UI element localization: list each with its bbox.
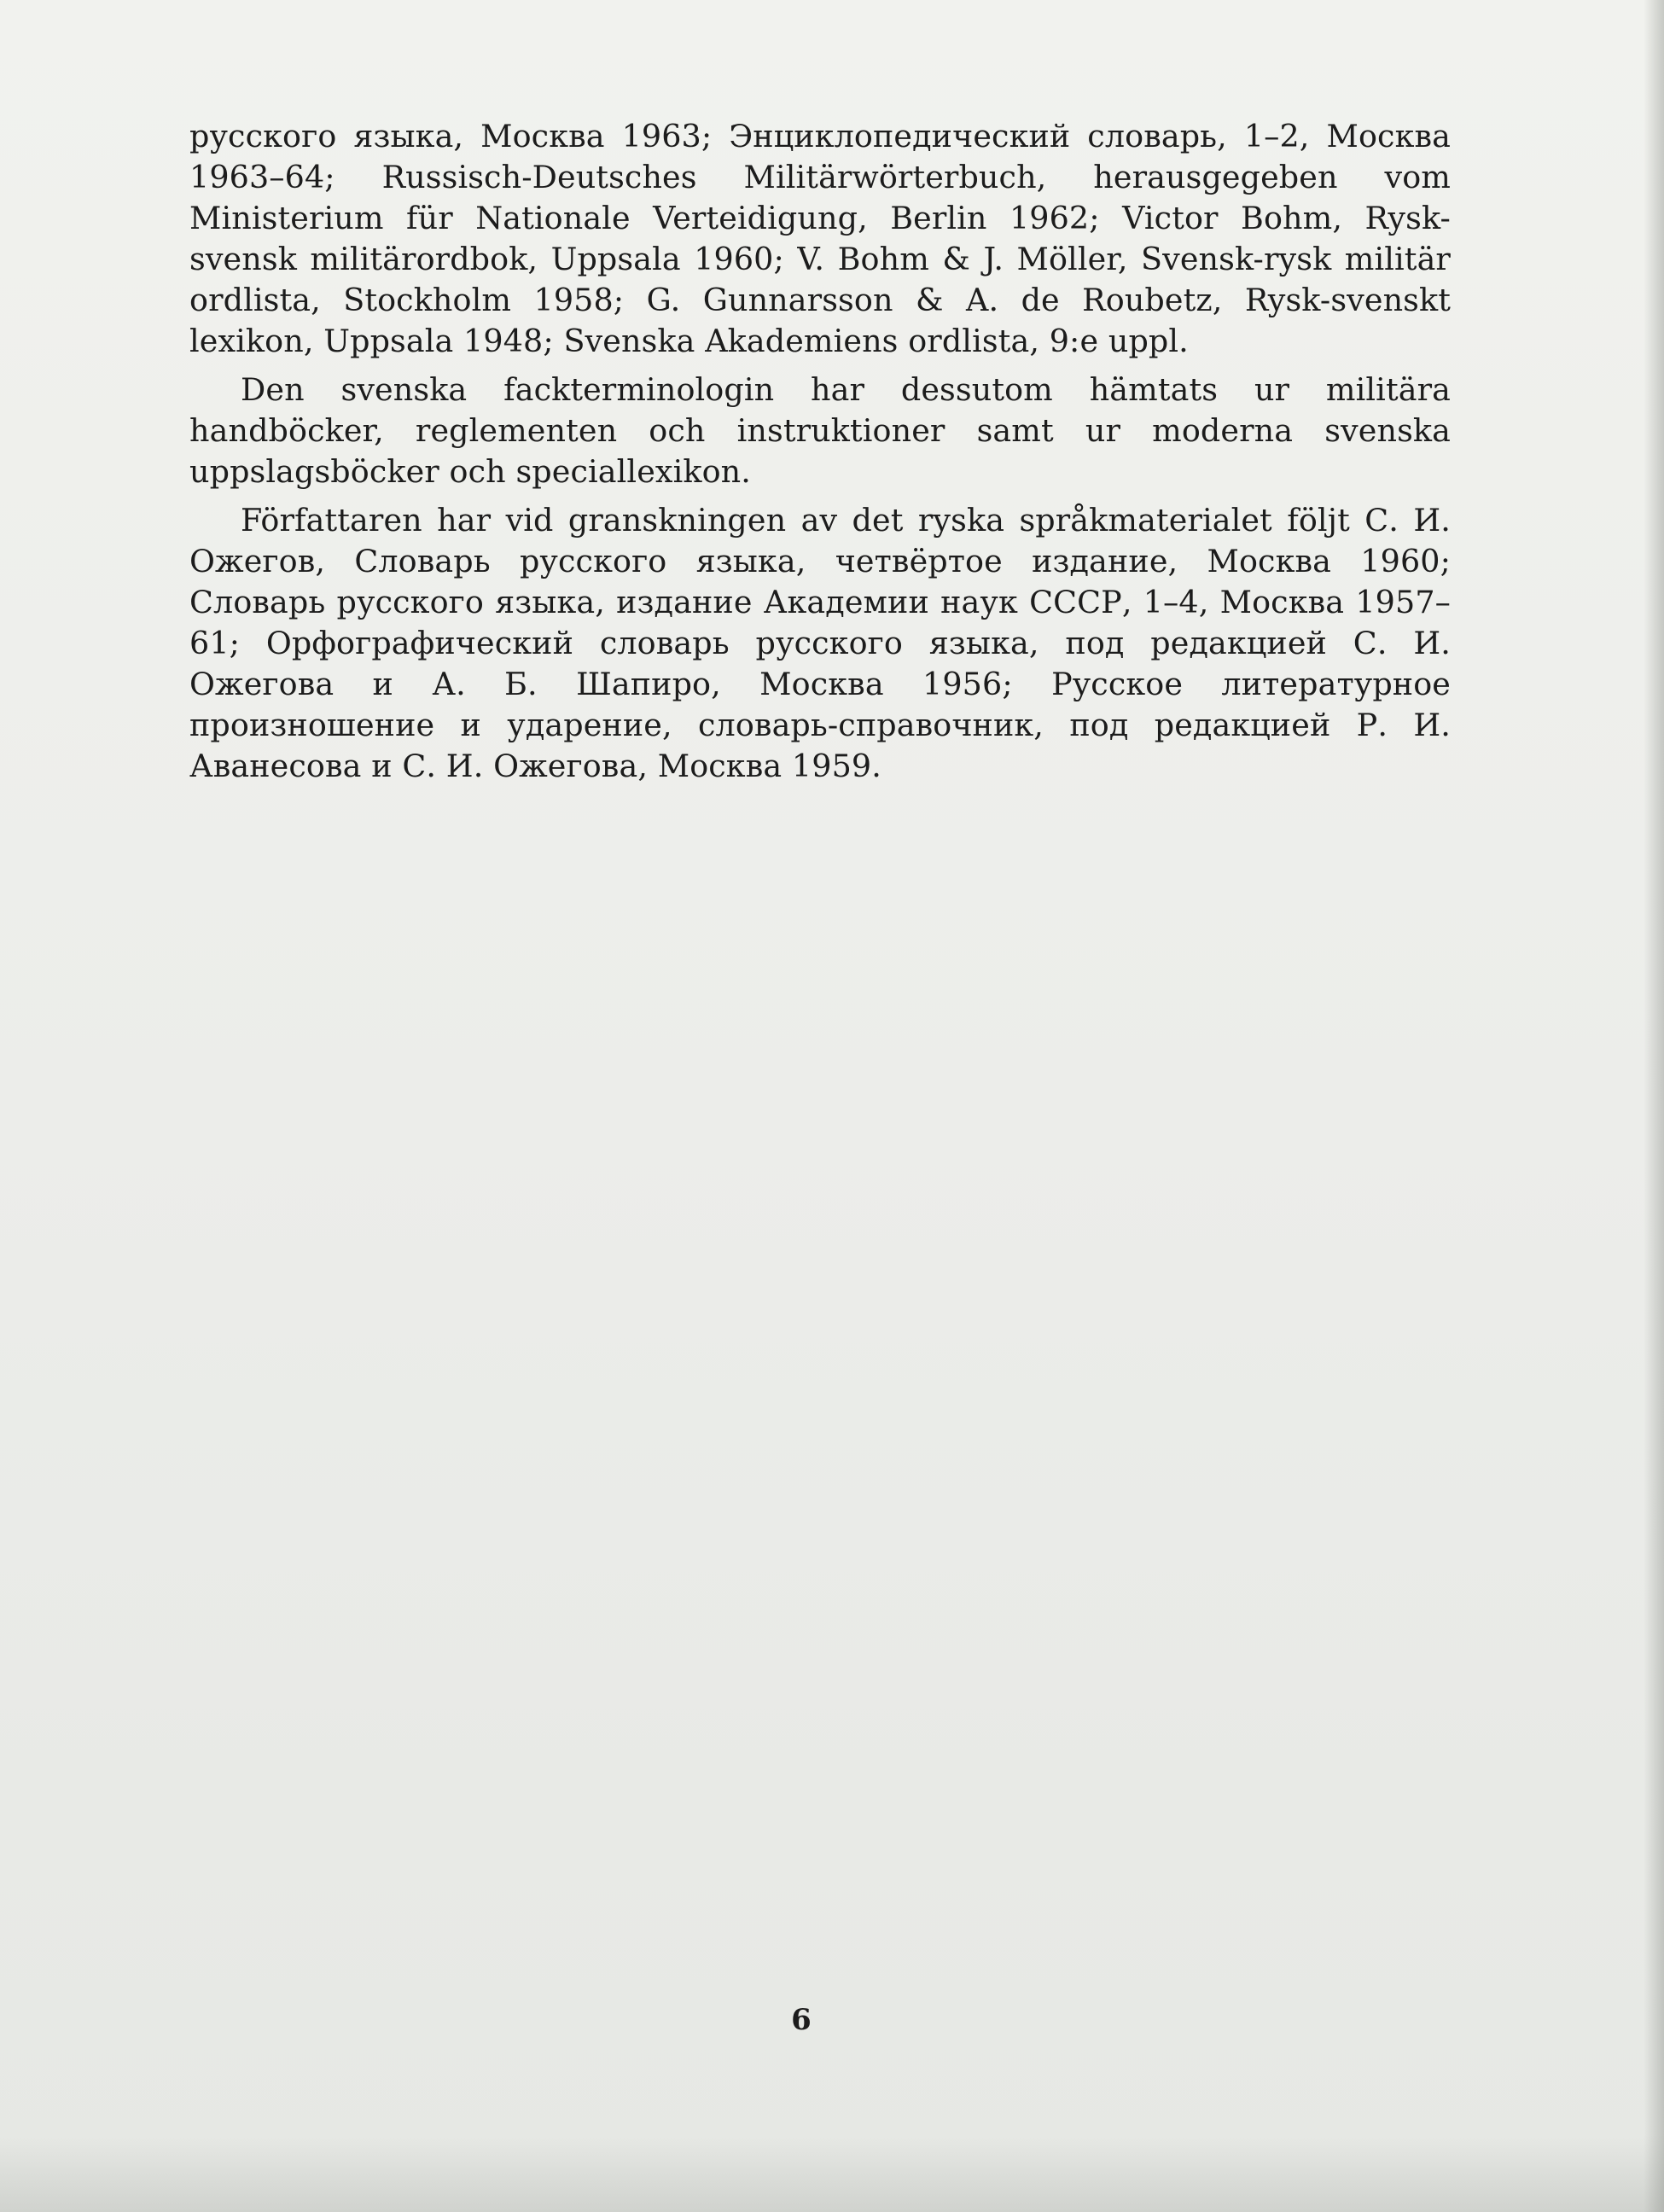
paragraph-3: Författaren har vid granskningen av det ryska språkmaterialet följt С. И. Ожегов, Словарь русского языка, четвёртое издание, Москва 1960; Словарь русского языка, издание Академии наук СССР, 1–4, Москва 1957–61; Орфографический словарь русского языка, под редакцией С. И. Ожегова и А. Б. Шапиро, Москва 1956; Русское литературное произношение и ударение, словарь-справочник, под редакцией Р. И. Аванесова и С. И. Ожегова, Москва 1959. [189,502,1451,784]
body-text [189,116,1451,795]
page-bottom-shadow [0,2135,1664,2212]
page-number: 6 [791,2003,812,2037]
paragraph-1: русского языка, Москва 1963; Энциклопедический словарь, 1–2, Москва 1963–64; Russisch-Deutsches Militärwörterbuch, herausgegeben vom Ministerium für Nationale Verteidigung, Berlin 1962; Victor Bohm, Rysk-svensk militärordbok, Uppsala 1960; V. Bohm & J. Möller, Svensk-rysk militär ordlista, Stockholm 1958; G. Gunnarsson & A. de Roubetz, Rysk-svenskt lexikon, Uppsala 1948; Svenska Akademiens ordlista, 9:e uppl. [189,118,1451,359]
page-edge-shadow [1644,0,1664,2212]
paragraph-2: Den svenska fackterminologin har dessutom hämtats ur militära handböcker, reglementen och instruktioner samt ur moderna svenska uppslagsböcker och speciallexikon. [189,371,1451,490]
